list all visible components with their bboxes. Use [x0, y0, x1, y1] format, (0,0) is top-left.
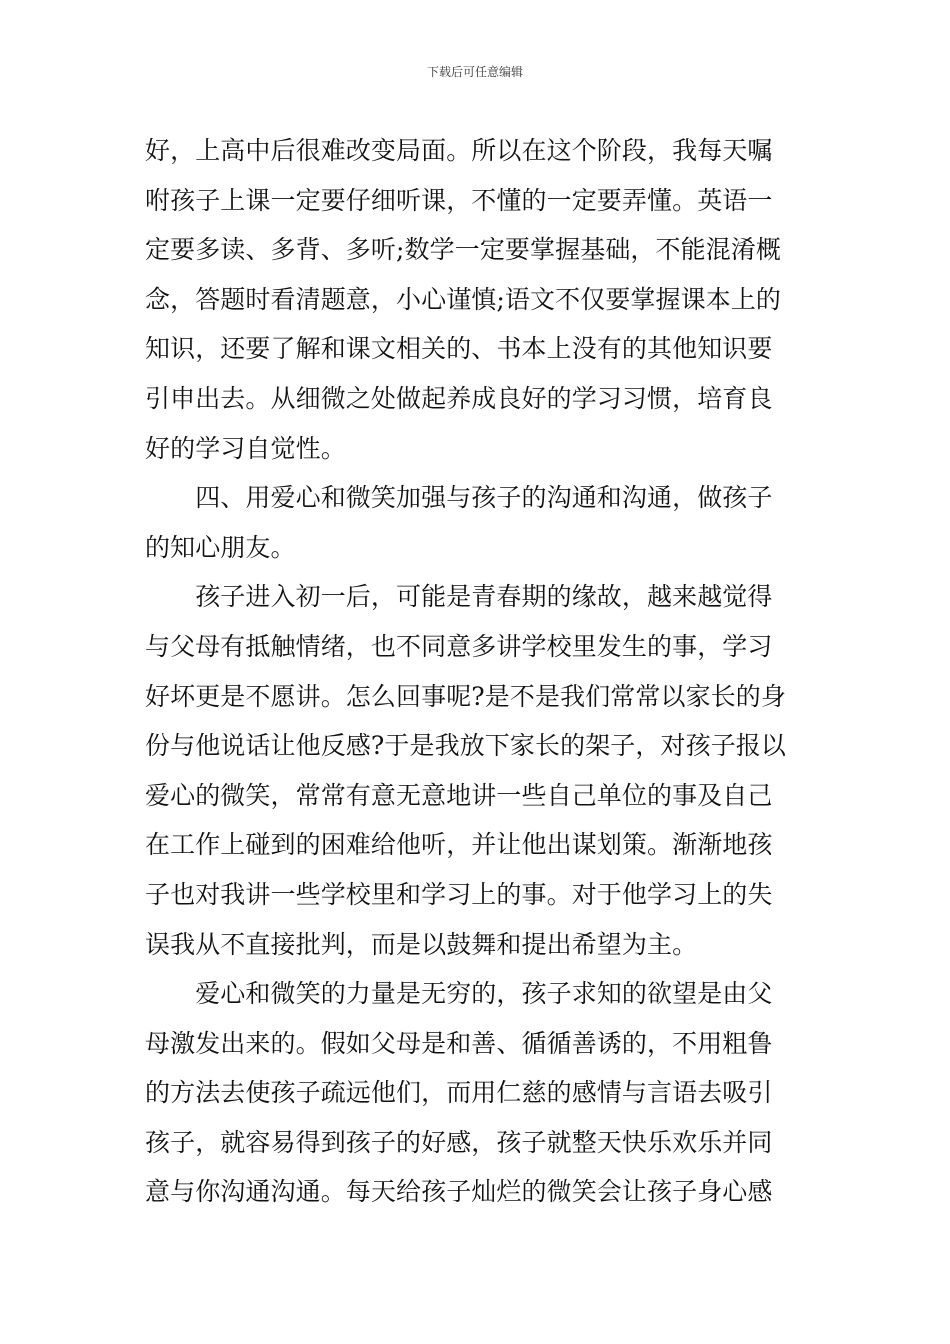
text-line: 念，答题时看清题意，小心谨慎;语文不仅要掌握课本上的: [145, 284, 782, 314]
page-header: 下载后可任意编辑: [426, 65, 523, 79]
text-line: 引申出去。从细微之处做起养成良好的学习习惯，培育良: [145, 383, 773, 413]
text-line: 好，上高中后很难改变局面。所以在这个阶段，我每天嘱: [145, 136, 773, 165]
text-line: 知识，还要了解和课文相关的、书本上没有的其他知识要: [145, 334, 773, 364]
paragraph-study-habits: [145, 126, 807, 473]
section-heading-four: [145, 473, 807, 572]
text-line: 份与他说话让他反感?于是我放下家长的架子，对孩子报以: [145, 731, 787, 761]
paragraph-communication: [145, 572, 807, 969]
text-line: 爱心的微笑，常常有意无意地讲一些自己单位的事及自己: [145, 780, 773, 810]
text-line: 子也对我讲一些学校里和学习上的事。对于他学习上的失: [145, 879, 773, 909]
text-line: 的知心朋友。: [145, 532, 296, 562]
text-line: 爱心和微笑的力量是无穷的，孩子求知的欲望是由父: [145, 979, 773, 1009]
text-line: 四、用爱心和微笑加强与孩子的沟通和沟通，做孩子: [145, 483, 773, 513]
text-line: 的方法去使孩子疏远他们，而用仁慈的感情与言语去吸引: [145, 1078, 773, 1108]
text-line: 母激发出来的。假如父母是和善、循循善诱的，不用粗鲁: [145, 1028, 773, 1058]
paragraph-love-and-smile: [145, 969, 807, 1217]
text-line: 定要多读、多背、多听;数学一定要掌握基础，不能混淆概: [145, 235, 782, 265]
text-line: 孩子进入初一后，可能是青春期的缘故，越来越觉得: [145, 582, 773, 612]
text-line: 好的学习自觉性。: [145, 433, 346, 463]
text-line: 在工作上碰到的困难给他听，并让他出谋划策。渐渐地孩: [145, 830, 773, 860]
document-body: [145, 126, 807, 1217]
text-line: 误我从不直接批判，而是以鼓舞和提出希望为主。: [145, 929, 698, 959]
text-line: 好坏更是不愿讲。怎么回事呢?是不是我们常常以家长的身: [145, 681, 787, 711]
text-line: 孩子，就容易得到孩子的好感，孩子就整天快乐欢乐并同: [145, 1127, 773, 1157]
text-line: 意与你沟通沟通。每天给孩子灿烂的微笑会让孩子身心感: [145, 1177, 773, 1207]
text-line: 与父母有抵触情绪，也不同意多讲学校里发生的事，学习: [145, 631, 773, 661]
text-line: 咐孩子上课一定要仔细听课，不懂的一定要弄懂。英语一: [145, 185, 773, 215]
